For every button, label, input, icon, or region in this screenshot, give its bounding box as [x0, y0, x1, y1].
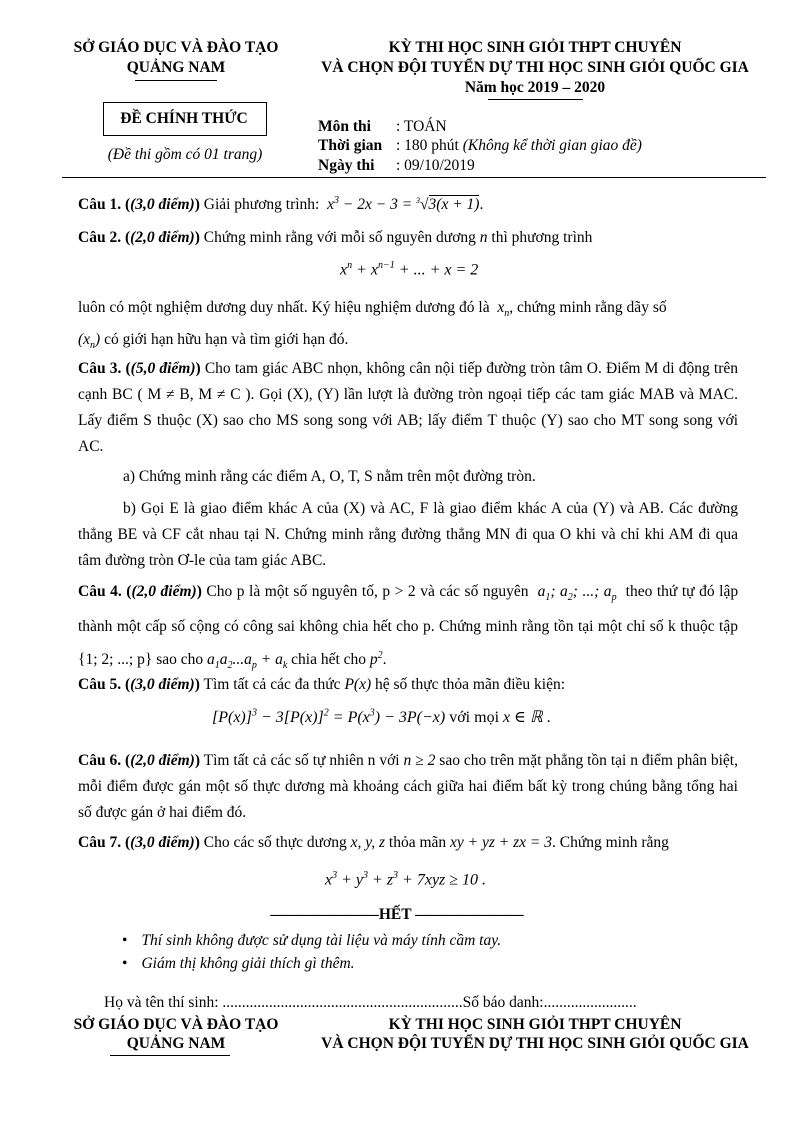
question-3: Câu 3. ((5,0 điểm)) Cho tam giác ABC nhọn, không cân nội tiếp đường tròn tâm O. Điểm M di động trên cạnh BC ( M ≠ B, M ≠ C ). Gọi (X), (Y) lần lượt là đường tròn ngoại tiếp các tam giác MAB và MAC. Lấy điểm S thuộc (X) sao cho MS song song với AB; lấy điểm T thuộc (Y) sao cho MT song song với AC. — [78, 360, 739, 455]
q1-equation: $x^3 - 2x - 3 = ^3√3(x + 1)$ — [323, 195, 480, 214]
q5-label: Câu 5. — [78, 676, 122, 693]
q3-b2: đường thẳng BE và CF cắt nhau tại N. Chứng minh rằng đường thẳng MN đi qua O khi và chỉ — [78, 500, 738, 543]
q7-vars: x, y, z — [350, 834, 386, 851]
q3-line1: Cho tam giác ABC nhọn, không cân nội tiếp đường tròn tâm O. Điểm M di — [204, 360, 675, 377]
q4-set: {1; 2; ...; p} — [78, 651, 153, 669]
q3-b1: b) Gọi E là giao điểm khác A của (X) và AC, F là giao điểm khác A của (Y) và AB. Các — [123, 500, 694, 517]
year-underline — [488, 99, 583, 100]
q1-text: Giải phương trình: — [203, 196, 320, 214]
q1-label: Câu 1. — [78, 196, 122, 214]
q5-equation: $[P(x)]^3 - 3[P(x)]^2 = P(x^3) - 3P(-x)$ với mọi x ∈ ℝ . — [212, 707, 551, 726]
official-label: ĐỀ CHÍNH THỨC — [120, 110, 248, 127]
q7-condition: xy + yz + zx = 3 — [450, 834, 552, 851]
q2-text3: có giới hạn hữu hạn và tìm giới hạn đó. — [104, 331, 349, 349]
time-value: : 180 phút — [396, 137, 459, 154]
exam-title: KỲ THI HỌC SINH GIỎI THPT CHUYÊN — [388, 39, 682, 56]
q7-inequality: $x^3 + y^3 + z^3 + 7xyz \ge 10$ . — [325, 870, 487, 889]
question-5: Câu 5. ((3,0 điểm)) Tìm tất cả các đa thức P(x) hệ số thực thỏa mãn điều kiện: — [78, 676, 566, 693]
question-2: Câu 2. ((2,0 điểm)) Chứng minh rằng với mỗi số nguyên dương n thì phương trình — [78, 229, 593, 246]
question-2-cont — [78, 295, 738, 359]
dept-name: SỞ GIÁO DỤC VÀ ĐÀO TẠO — [73, 39, 279, 56]
candidate-info: Họ và tên thí sinh: ..............................................................Số báo danh:........................ — [104, 994, 637, 1011]
q3-line2: động trên cạnh BC ( M ≠ B, M ≠ C ). Gọi (X), (Y) lần lượt là đường tròn ngoại tiếp các tam — [78, 360, 738, 403]
footer-dept-name: SỞ GIÁO DỤC VÀ ĐÀO TẠO — [73, 1016, 279, 1033]
q2-text2b: , chứng minh rằng dãy số — [509, 299, 667, 316]
province-underline — [135, 80, 217, 81]
q2-text2: luôn có một nghiệm dương duy nhất. Ký hiệu nghiệm dương đó là — [78, 299, 490, 316]
time-label: Thời gian — [318, 137, 383, 154]
date-value: : 09/10/2019 — [396, 157, 475, 174]
subject-value: : TOÁN — [396, 118, 447, 135]
question-4: Câu 4. ((2,0 điểm)) Cho p là một số nguyên tố, p > 2 và các số nguyên $a_1$; $a_2$; ...; $a_p$ theo thứ tự đó lập thành một cấp số cộng có công sai không chia hết cho p. Chứng minh rằng tồn tại một chỉ số k thuộc tập {1; 2; ...; p} sao cho $a_1a_2...a_p + a_k$ chia hết cho $p^2$. — [78, 583, 739, 672]
question-7: Câu 7. ((3,0 điểm)) Cho các số thực dương x, y, z thỏa mãn xy + yz + zx = 3. Chứng minh rằng — [78, 834, 669, 851]
time-row — [396, 137, 642, 155]
q7-label: Câu 7. — [78, 834, 122, 851]
header-separator — [62, 177, 766, 178]
q6-line2: phân biệt, mỗi điểm được gán một số thực dương mà khoảng cách giữa hai điểm bất kỳ trong — [78, 752, 738, 795]
q3-part-a: a) Chứng minh rằng các điểm A, O, T, S nằm trên một đường tròn. — [123, 468, 536, 485]
pages-note: (Đề thi gồm có 01 trang) — [107, 146, 263, 163]
footer-exam-subtitle: VÀ CHỌN ĐỘI TUYỂN DỰ THI HỌC SINH GIỎI QUỐC GIA — [321, 1035, 749, 1052]
q4-line3c: chia hết cho — [291, 651, 367, 669]
time-note: (Không kể thời gian giao đề) — [462, 137, 642, 154]
question-1: Câu 1. ((3,0 điểm)) Giải phương trình: $x^3 - 2x - 3 = ^3√3(x + 1)$. — [78, 195, 484, 214]
end-marker: ———————HẾT ——————— — [270, 906, 524, 923]
q5-text: Tìm tất cả các đa thức — [203, 676, 341, 693]
q4-line3b: sao cho — [156, 651, 204, 669]
q2-var-n: n — [479, 229, 488, 246]
q4-line1: Cho p là một số nguyên tố, p > 2 và các số nguyên — [206, 583, 529, 600]
q3-line4: sao cho MT song song với AC. — [78, 412, 739, 455]
q4-sequence: $a_1$; $a_2$; ...; $a_p$ — [533, 583, 617, 604]
q2-sequence: $(x_n)$ — [78, 331, 101, 352]
q4-line1b: theo thứ tự — [625, 583, 695, 600]
q6-label: Câu 6. — [78, 752, 122, 769]
q4-line2: đó lập thành một cấp số cộng có công sai không chia hết cho p. Chứng minh rằng tồn tại một — [78, 583, 739, 636]
q2-text1b: thì phương trình — [491, 229, 593, 246]
date-label: Ngày thi — [318, 157, 375, 174]
q4-p2: $p^2$ — [369, 650, 383, 669]
subject-label: Môn thi — [318, 118, 371, 135]
q6-line1: Tìm tất cả các số tự nhiên n với — [203, 752, 400, 769]
q5-px: P(x) — [344, 676, 372, 693]
q2-text1: Chứng minh rằng với mỗi số nguyên dương — [203, 229, 476, 246]
q6-condition: n ≥ 2 — [403, 752, 436, 769]
question-3a — [78, 464, 738, 490]
q3-b3: khi AM đi qua tâm đường tròn Ơ-le của tam giác ABC. — [78, 526, 739, 569]
q2-equation: $x^n + x^{n-1}$ + ... + x = 2 — [340, 260, 479, 279]
q4-expression: $a_1a_2...a_p + a_k$ — [206, 651, 288, 672]
note-2: • Giám thị không giải thích gì thêm. — [122, 955, 355, 973]
q2-label: Câu 2. — [78, 229, 122, 246]
q3-line3: giác MAB và MAC. Lấy điểm S thuộc (X) sao cho MS song song với AB; lấy điểm T thuộc (Y) — [78, 386, 738, 429]
q7-text: Cho các số thực dương — [203, 834, 347, 851]
exam-subtitle: VÀ CHỌN ĐỘI TUYỂN DỰ THI HỌC SINH GIỎI QUỐC GIA — [321, 59, 749, 76]
q7-text-b: thỏa mãn — [388, 834, 447, 851]
school-year: Năm học 2019 – 2020 — [464, 79, 606, 96]
q2-xn: $x_n$ — [493, 299, 510, 320]
q5-forall: với mọi — [449, 709, 500, 726]
q6-line3: chúng bằng tổng hai số được gán ở hai điểm đó. — [78, 778, 738, 821]
q6-line1b: sao cho trên mặt phẳng tồn tại n điểm — [439, 752, 673, 769]
province-name: QUẢNG NAM — [126, 59, 226, 76]
footer-province-name: QUẢNG NAM — [126, 1035, 226, 1052]
footer-province-underline — [110, 1055, 230, 1056]
q7-text-c: . Chứng minh rằng — [551, 834, 669, 851]
q3-label: Câu 3. — [78, 360, 122, 377]
note-1: • Thí sinh không được sử dụng tài liệu và máy tính cầm tay. — [122, 932, 501, 950]
question-3b — [78, 496, 738, 574]
q5-text-b: hệ số thực thỏa mãn điều kiện: — [374, 676, 566, 693]
footer-exam-title: KỲ THI HỌC SINH GIỎI THPT CHUYÊN — [388, 1016, 682, 1033]
q4-label: Câu 4. — [78, 583, 122, 600]
q4-line3: chỉ số k thuộc tập — [626, 618, 738, 636]
question-6: Câu 6. ((2,0 điểm)) Tìm tất cả các số tự nhiên n với n ≥ 2 sao cho trên mặt phẳng tồn tại n điểm phân biệt, mỗi điểm được gán một số thực dương mà khoảng cách giữa hai điểm bất kỳ trong chúng bằng tổng hai số được gán ở hai điểm đó. — [78, 752, 738, 821]
q1-points: ((3,0 điểm)) — [124, 196, 200, 214]
